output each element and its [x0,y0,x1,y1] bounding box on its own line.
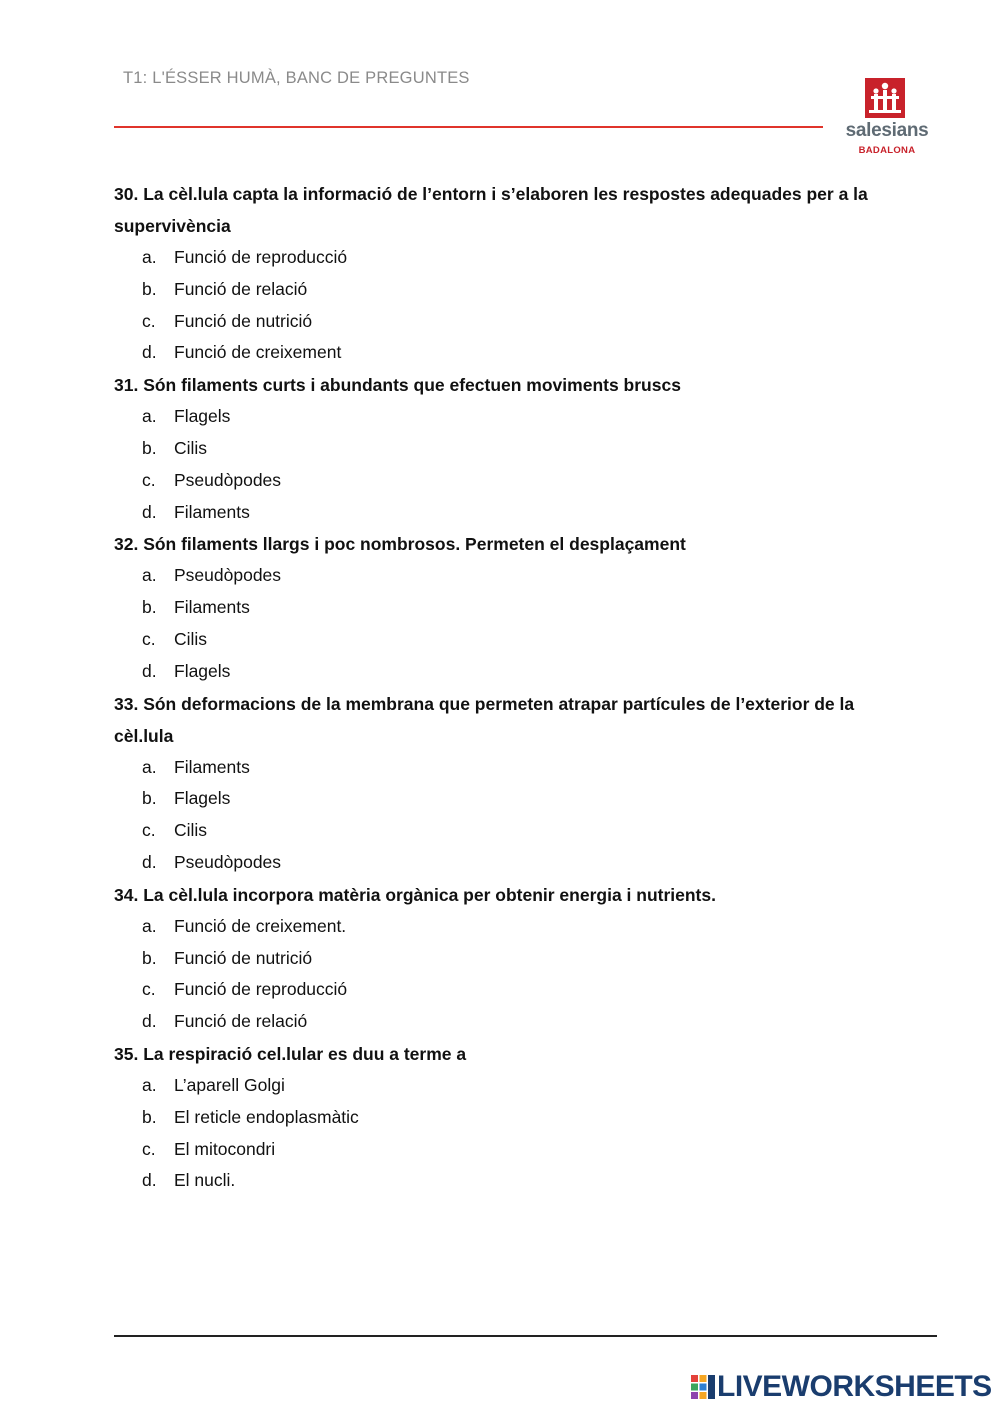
option-text: El reticle endoplasmàtic [174,1106,359,1127]
answer-option[interactable] [114,847,914,879]
answer-option[interactable] [114,752,914,784]
option-text: Funció de creixement. [174,915,347,936]
option-letter: d. [142,1011,157,1032]
answer-option[interactable] [114,401,914,433]
question-block [114,369,914,528]
answer-option[interactable] [114,815,914,847]
option-letter: d. [142,851,157,872]
answer-option[interactable] [114,656,914,688]
logo-name: salesians [845,120,929,141]
answer-option[interactable] [114,974,914,1006]
option-letter: a. [142,756,157,777]
answer-options [114,911,914,1038]
answer-option[interactable] [114,560,914,592]
answer-option[interactable] [114,783,914,815]
liveworksheets-wordmark: LIVEWORKSHEETS [717,1370,992,1403]
question-list [114,178,914,1197]
answer-option[interactable] [114,1102,914,1134]
option-text: Flagels [174,660,231,681]
liveworksheets-brand[interactable] [691,1370,992,1404]
answer-options [114,752,914,879]
option-letter: b. [142,1106,157,1127]
option-letter: b. [142,597,157,618]
option-text: Filaments [174,597,250,618]
question-block [114,528,914,687]
option-letter: a. [142,1074,157,1095]
question-text: 33. Són deformacions de la membrana que permeten atrapar partícules de l’exterior de la cèl.lula [114,693,855,746]
page-header-title: T1: L'ÉSSER HUMÀ, BANC DE PREGUNTES [123,69,470,87]
option-letter: c. [142,1138,156,1159]
answer-option[interactable] [114,274,914,306]
option-text: Funció de nutrició [174,310,313,331]
option-letter: c. [142,310,156,331]
option-text: Pseudòpodes [174,851,282,872]
option-letter: a. [142,915,157,936]
option-text: Filaments [174,756,250,777]
option-text: El mitocondri [174,1138,276,1159]
option-text: Cilis [174,437,208,458]
option-letter: d. [142,342,157,363]
option-letter: a. [142,247,157,267]
answer-option[interactable] [114,943,914,975]
answer-options [114,242,914,369]
option-letter: b. [142,788,157,809]
option-letter: d. [142,660,157,681]
answer-option[interactable] [114,1165,914,1197]
option-text: Funció de reproducció [174,247,348,267]
option-letter: a. [142,565,157,586]
answer-option[interactable] [114,433,914,465]
option-text: Pseudòpodes [174,565,282,586]
option-letter: b. [142,947,157,968]
salesians-logo [840,78,934,160]
answer-option[interactable] [114,337,914,369]
answer-option[interactable] [114,465,914,497]
answer-options [114,1070,914,1197]
option-text: Cilis [174,628,208,649]
option-text: Funció de nutrició [174,947,313,968]
option-text: El nucli. [174,1170,236,1191]
option-text: Funció de reproducció [174,979,348,1000]
answer-option[interactable] [114,592,914,624]
answer-option[interactable] [114,624,914,656]
question-text: 31. Són filaments curts i abundants que efectuen moviments bruscs [114,375,681,396]
answer-option[interactable] [114,1134,914,1166]
option-text: Cilis [174,820,208,841]
option-text: Filaments [174,501,250,522]
question-block [114,688,914,879]
option-letter: a. [142,406,157,427]
salesians-logo-icon [865,78,905,118]
option-text: Flagels [174,788,231,809]
option-text: Funció de creixement [174,342,342,363]
option-letter: c. [142,979,156,1000]
logo-city: BADALONA [858,145,916,156]
question-text: 34. La cèl.lula incorpora matèria orgànica per obtenir energia i nutrients. [114,884,716,905]
option-text: Funció de relació [174,278,308,299]
answer-option[interactable] [114,911,914,943]
answer-option[interactable] [114,1006,914,1038]
answer-option[interactable] [114,497,914,529]
question-text: 30. La cèl.lula capta la informació de l’entorn i s’elaboren les respostes adequades per a la supervivència [114,184,868,236]
option-letter: c. [142,820,156,841]
question-block [114,178,914,369]
question-block [114,879,914,1038]
option-text: L’aparell Golgi [174,1074,285,1095]
option-letter: d. [142,501,157,522]
question-block [114,1038,914,1197]
footer-divider [114,1335,937,1337]
answer-options [114,401,914,528]
answer-option[interactable] [114,1070,914,1102]
question-text: 32. Són filaments llargs i poc nombrosos. Permeten el desplaçament [114,534,686,555]
liveworksheets-logo-icon [691,1375,715,1399]
question-text: 35. La respiració cel.lular es duu a terme a [114,1043,467,1064]
option-letter: d. [142,1170,157,1191]
answer-options [114,560,914,687]
option-letter: c. [142,628,156,649]
option-text: Flagels [174,406,231,427]
header-divider [114,126,823,128]
option-letter: b. [142,278,157,299]
option-text: Funció de relació [174,1011,308,1032]
answer-option[interactable] [114,242,914,274]
option-letter: c. [142,469,156,490]
option-letter: b. [142,437,157,458]
option-text: Pseudòpodes [174,469,282,490]
answer-option[interactable] [114,306,914,338]
